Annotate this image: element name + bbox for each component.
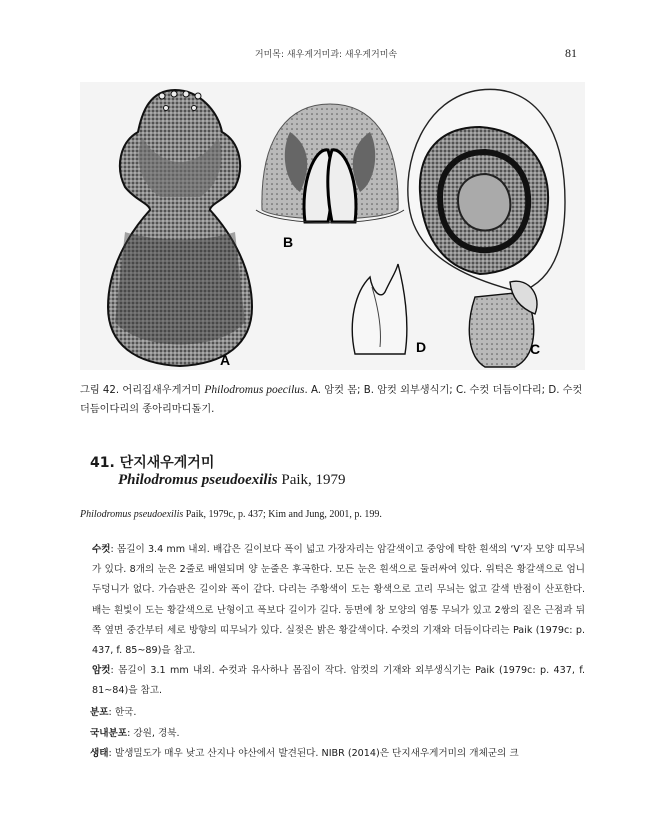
domestic-distribution-line — [90, 724, 519, 745]
ecology-line — [90, 744, 519, 765]
citation — [80, 509, 585, 520]
scientific-name: Philodromus pseudoexilis — [118, 472, 278, 488]
figure-label-d: D — [416, 339, 427, 355]
female-label: 암컷 — [92, 665, 111, 677]
figure-a-female-body — [108, 90, 252, 366]
citation-rest: Paik, 1979c, p. 437; Kim and Jung, 2001, p. 199. — [183, 509, 382, 520]
figure-d-tibial-apophysis — [352, 264, 407, 354]
species-heading: 41. 단지새우게거미 — [90, 455, 215, 471]
running-head: 거미목: 새우게거미과: 새우게거미속 — [254, 50, 398, 60]
distribution-label: 분포 — [90, 707, 109, 718]
distribution-section — [90, 703, 519, 765]
distribution-value: : 한국. — [108, 707, 137, 718]
figure-b-epigyne — [256, 104, 404, 223]
male-description — [80, 540, 585, 661]
description — [80, 540, 585, 702]
species-scientific-name — [118, 472, 346, 489]
caption-rest: . A. 암컷 몸; B. 암컷 외부생식기; C. 수컷 더듬이다리; D. 수컷 더듬이다리의 종아리마디돌기. — [80, 385, 583, 415]
page-number: 81 — [565, 46, 577, 60]
male-text: : 몸길이 3.4 mm 내외. 배갑은 길이보다 폭이 넓고 가장자리는 암갈색이고 중앙에 탁한 흰색의 ‘V’자 모양 띠무늬가 있다. 8개의 눈은 2줄로 배열되며 양 눈줄은 후곡한다. 모든 눈은 흰색으로 둘러싸여 있다. 위턱은 황갈색으로 엄니두덩니가 없다. 가슴판은 길이와 폭이 같다. 다리는 주황색이 도는 황색으로 고리 무늬는 없고 갈색 반점이 산포한다. 배는 흰빛이 도는 황갈색으로 난형이고 폭보다 길이가 길다. 등면에 창 모양의 염통 무늬가 있고 2쌍의 짙은 근점과 뒤쪽 옆면 중간부터 세로 방향의 띠무늬가 있다. 실젖은 밝은 황갈색이다. 수컷의 기재와 더듬이다리는 Paik (1979c: p. 437, f. 85~89)을 참고. — [92, 544, 585, 657]
figure-label-b: B — [283, 234, 294, 250]
caption-species: Philodromus poecilus — [204, 384, 305, 396]
caption-prefix: 그림 42. 어리집새우게거미 — [80, 385, 205, 396]
figure-label-a: A — [220, 352, 231, 368]
figure-c-male-palp — [408, 89, 565, 367]
ecology-value: : 발생밀도가 매우 낮고 산지나 야산에서 발견된다. NIBR (2014)은 단지새우게거미의 개체군의 크 — [108, 748, 519, 759]
domestic-value: : 강원, 경북. — [127, 727, 180, 739]
domestic-label: 국내분포 — [90, 727, 128, 739]
author-year: Paik, 1979 — [277, 472, 346, 488]
distribution-line — [90, 703, 519, 724]
male-label: 수컷 — [92, 544, 111, 555]
ecology-label: 생태 — [90, 748, 109, 759]
female-description — [80, 661, 585, 701]
species-figure — [80, 82, 585, 370]
citation-name: Philodromus pseudoexilis — [80, 509, 184, 520]
spider-illustration — [80, 82, 585, 370]
female-text: : 몸길이 3.1 mm 내외. 수컷과 유사하나 몸집이 작다. 암컷의 기재와 외부생식기는 Paik (1979c: p. 437, f. 81~84)을 참고. — [92, 665, 585, 697]
figure-label-c: C — [530, 341, 541, 357]
figure-caption — [80, 381, 585, 419]
